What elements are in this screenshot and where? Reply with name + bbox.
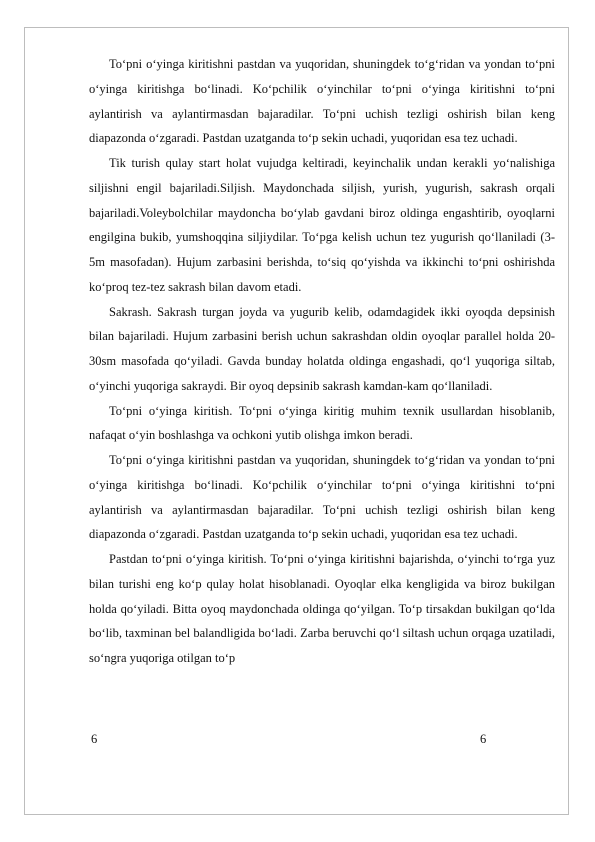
document-body [89, 52, 555, 671]
paragraph-serve-importance: To‘pni o‘yinga kiritish. To‘pni o‘yinga kiritig muhim texnik usullardan hisoblanib, nafaqat o‘yin boshlashga va ochkoni yutib olishga imkon beradi. [89, 403, 555, 443]
paragraph-serve-types: To‘pni o‘yinga kiritishni pastdan va yuqoridan, shuningdek to‘g‘ridan va yondan to‘pni o‘yinga kiritishga bo‘linadi. Ko‘pchilik o‘yinchilar to‘pni o‘yinga kiritishni to‘pni aylantirish va aylantirmasdan bajaradilar. To‘pni uchish tezligi oshirish bilan keng diapazonda o‘zgaradi. Pastdan uzatganda to‘p sekin uchadi, yuqoridan esa tez uchadi. [89, 57, 555, 146]
page-number-right: 6 [480, 732, 487, 746]
paragraph-stance-movement: Tik turish qulay start holat vujudga keltiradi, keyinchalik undan kerakli yo‘nalishiga siljishni engil bajariladi.Siljish. Maydonchada siljish, yurish, yugurish, sakrash orqali bajariladi.Voleybolchilar maydoncha bo‘ylab gavdani biroz oldinga engashtirib, oyoqlarni engilgina bukib, yumshoqqina siljiydilar. To‘pga kelish uchun tez yugurish qo‘llaniladi (3-5m masofadan). Hujum zarbasini berishda, to‘siq qo‘yishda va ikkinchi to‘pni oshirishda ko‘proq tez-tez sakrash bilan davom etadi. [89, 156, 555, 294]
paragraph-serve-types-repeat: To‘pni o‘yinga kiritishni pastdan va yuqoridan, shuningdek to‘g‘ridan va yondan to‘pni o‘yinga kiritishga bo‘linadi. Ko‘pchilik o‘yinchilar to‘pni o‘yinga kiritishni to‘pni aylantirish va aylantirmasdan bajaradilar. To‘pni uchish tezligi oshirish bilan keng diapazonda o‘zgaradi. Pastdan uzatganda to‘p sekin uchadi, yuqoridan esa tez uchadi. [89, 453, 555, 542]
paragraph-underhand-serve: Pastdan to‘pni o‘yinga kiritish. To‘pni o‘yinga kiritishni bajarishda, o‘yinchi to‘rga yuz bilan turishi eng ko‘p qulay holat hisoblanadi. Oyoqlar elka kengligida va biroz bukilgan holda qo‘yiladi. Bitta oyoq maydonchada oldinga qo‘yilgan. To‘p tirsakdan bukilgan qo‘lda bo‘lib, taxminan bel balandligida bo‘ladi. Zarba beruvchi qo‘l siltash uchun orqaga uzatiladi, so‘ngra yuqoriga otilgan to‘p [89, 552, 555, 665]
paragraph-jumping: Sakrash. Sakrash turgan joyda va yugurib kelib, odamdagidek ikki oyoqda depsinish bilan bajariladi. Hujum zarbasini berish uchun sakrashdan oldin oyoqlar parallel holda 20-30sm masofada qo‘yiladi. Gavda bunday holatda oldinga engashadi, qo‘l yuqoriga siltab, o‘yinchi yuqoriga sakraydi. Bir oyoq depsinib sakrash kamdan-kam qo‘llaniladi. [89, 304, 555, 393]
page-number-left: 6 [91, 732, 98, 746]
